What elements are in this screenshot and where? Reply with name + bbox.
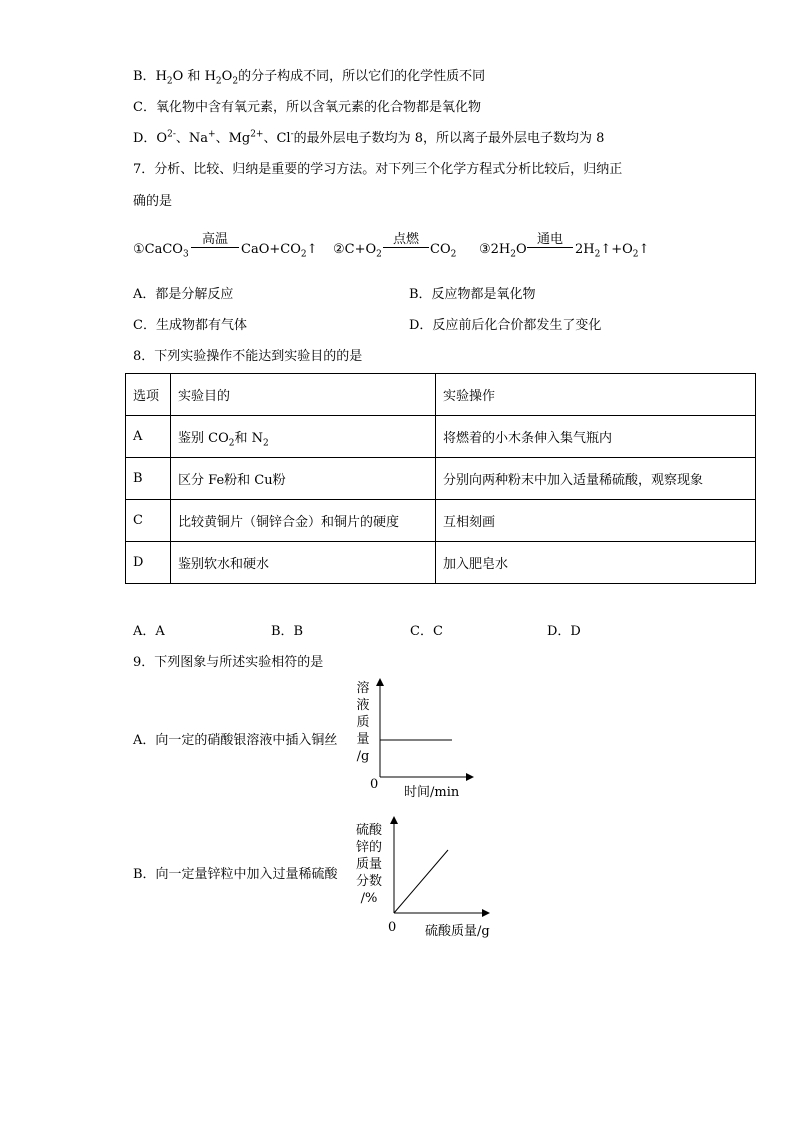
q7-stem-line1: 7．分析、比较、归纳是重要的学习方法。对下列三个化学方程式分析比较后，归纳正 [133,162,623,177]
reaction-condition: 通电 [536,232,563,247]
q9-stem: 9．下列图象与所述实验相符的是 [133,655,324,670]
q8-option-c: C．C [410,624,443,639]
q9-option-b-label: B．向一定量锌粒中加入过量稀硫酸 [133,867,338,882]
table-row [126,458,756,500]
table-cell: A [126,416,171,458]
q7-stem-line2: 确的是 [133,194,173,209]
equation-3: $③2H_2O$ 通电 $2H_2↑+O_2↑$ [479,230,659,266]
q7-option-b: B．反应物都是氧化物 [409,287,536,302]
table-cell: C [126,500,171,542]
table-row [126,416,756,458]
gas-arrow-icon: ↑ [306,242,318,257]
table-cell: 互相刻画 [436,500,756,542]
reaction-condition: 点燃 [392,232,419,247]
q7-option-c: C．生成物都有气体 [133,318,247,333]
table-cell: 将燃着的小木条伸入集气瓶内 [436,416,756,458]
table-cell: D [126,542,171,584]
reaction-condition: 高温 [201,232,228,247]
gas-arrow-icon: ↑ [638,242,650,257]
graph-b [388,814,492,922]
graph-b-xlabel: 硫酸质量/g [425,924,490,939]
table-cell: 区分 Fe粉和 Cu粉 [171,458,436,500]
table-cell: 鉴别 $CO_2$和 $N_2$ [171,416,436,458]
table-header: 实验操作 [436,374,756,416]
reaction-bar [383,247,429,248]
table-header: 选项 [126,374,171,416]
table-cell: 比较黄铜片（铜锌合金）和铜片的硬度 [171,500,436,542]
table-row [126,500,756,542]
q8-option-b: B．B [271,624,304,639]
q8-option-d: D．D [547,624,581,639]
experiment-table [125,373,756,584]
q8-stem: 8．下列实验操作不能达到实验目的的是 [133,349,363,364]
graph-b-data-line [394,850,448,913]
q6-option-c: C．氧化物中含有氧元素，所以含氧元素的化合物都是氧化物 [133,100,481,115]
table-cell: 加入肥皂水 [436,542,756,584]
reaction-bar [191,247,239,248]
table-header: 实验目的 [171,374,436,416]
graph-b-origin: 0 [388,920,397,935]
q7-option-d: D．反应前后化合价都发生了变化 [409,318,602,333]
reaction-bar [527,247,573,248]
table-row [126,542,756,584]
graph-a-ylabel: 溶 液 质 量 /g [356,681,370,764]
q6-option-d: D．$O^{2-}$、Na+、$Mg^{2+}$、Cl-的最外层电子数均为 8，所以离子最外层电子数均为 8 [133,129,605,146]
graph-b-ylabel: 硫酸 锌的 质量 分数 /% [355,823,382,906]
table-cell: 分别向两种粉末中加入适量稀硫酸，观察现象 [436,458,756,500]
q9-option-a-label: A．向一定的硝酸银溶液中插入铜丝 [133,733,338,748]
graph-a-origin: 0 [370,777,379,792]
table-cell: 鉴别软水和硬水 [171,542,436,584]
table-header-row [126,374,756,416]
q7-option-a: A．都是分解反应 [133,287,234,302]
graph-a [372,676,476,782]
equation-2: $②C+O_2$ 点燃 $CO_2$ [333,230,463,266]
q6-option-b: B．$H_2O$ 和 $H_2O_2$的分子构成不同，所以它们的化学性质不同 [133,69,486,87]
q8-option-a: A．A [133,624,165,639]
equation-1: ①CaCO$_3$ 高温 $CaO+CO_2↑$ [133,230,313,266]
graph-a-xlabel: 时间/min [404,785,460,800]
table-cell: B [126,458,171,500]
